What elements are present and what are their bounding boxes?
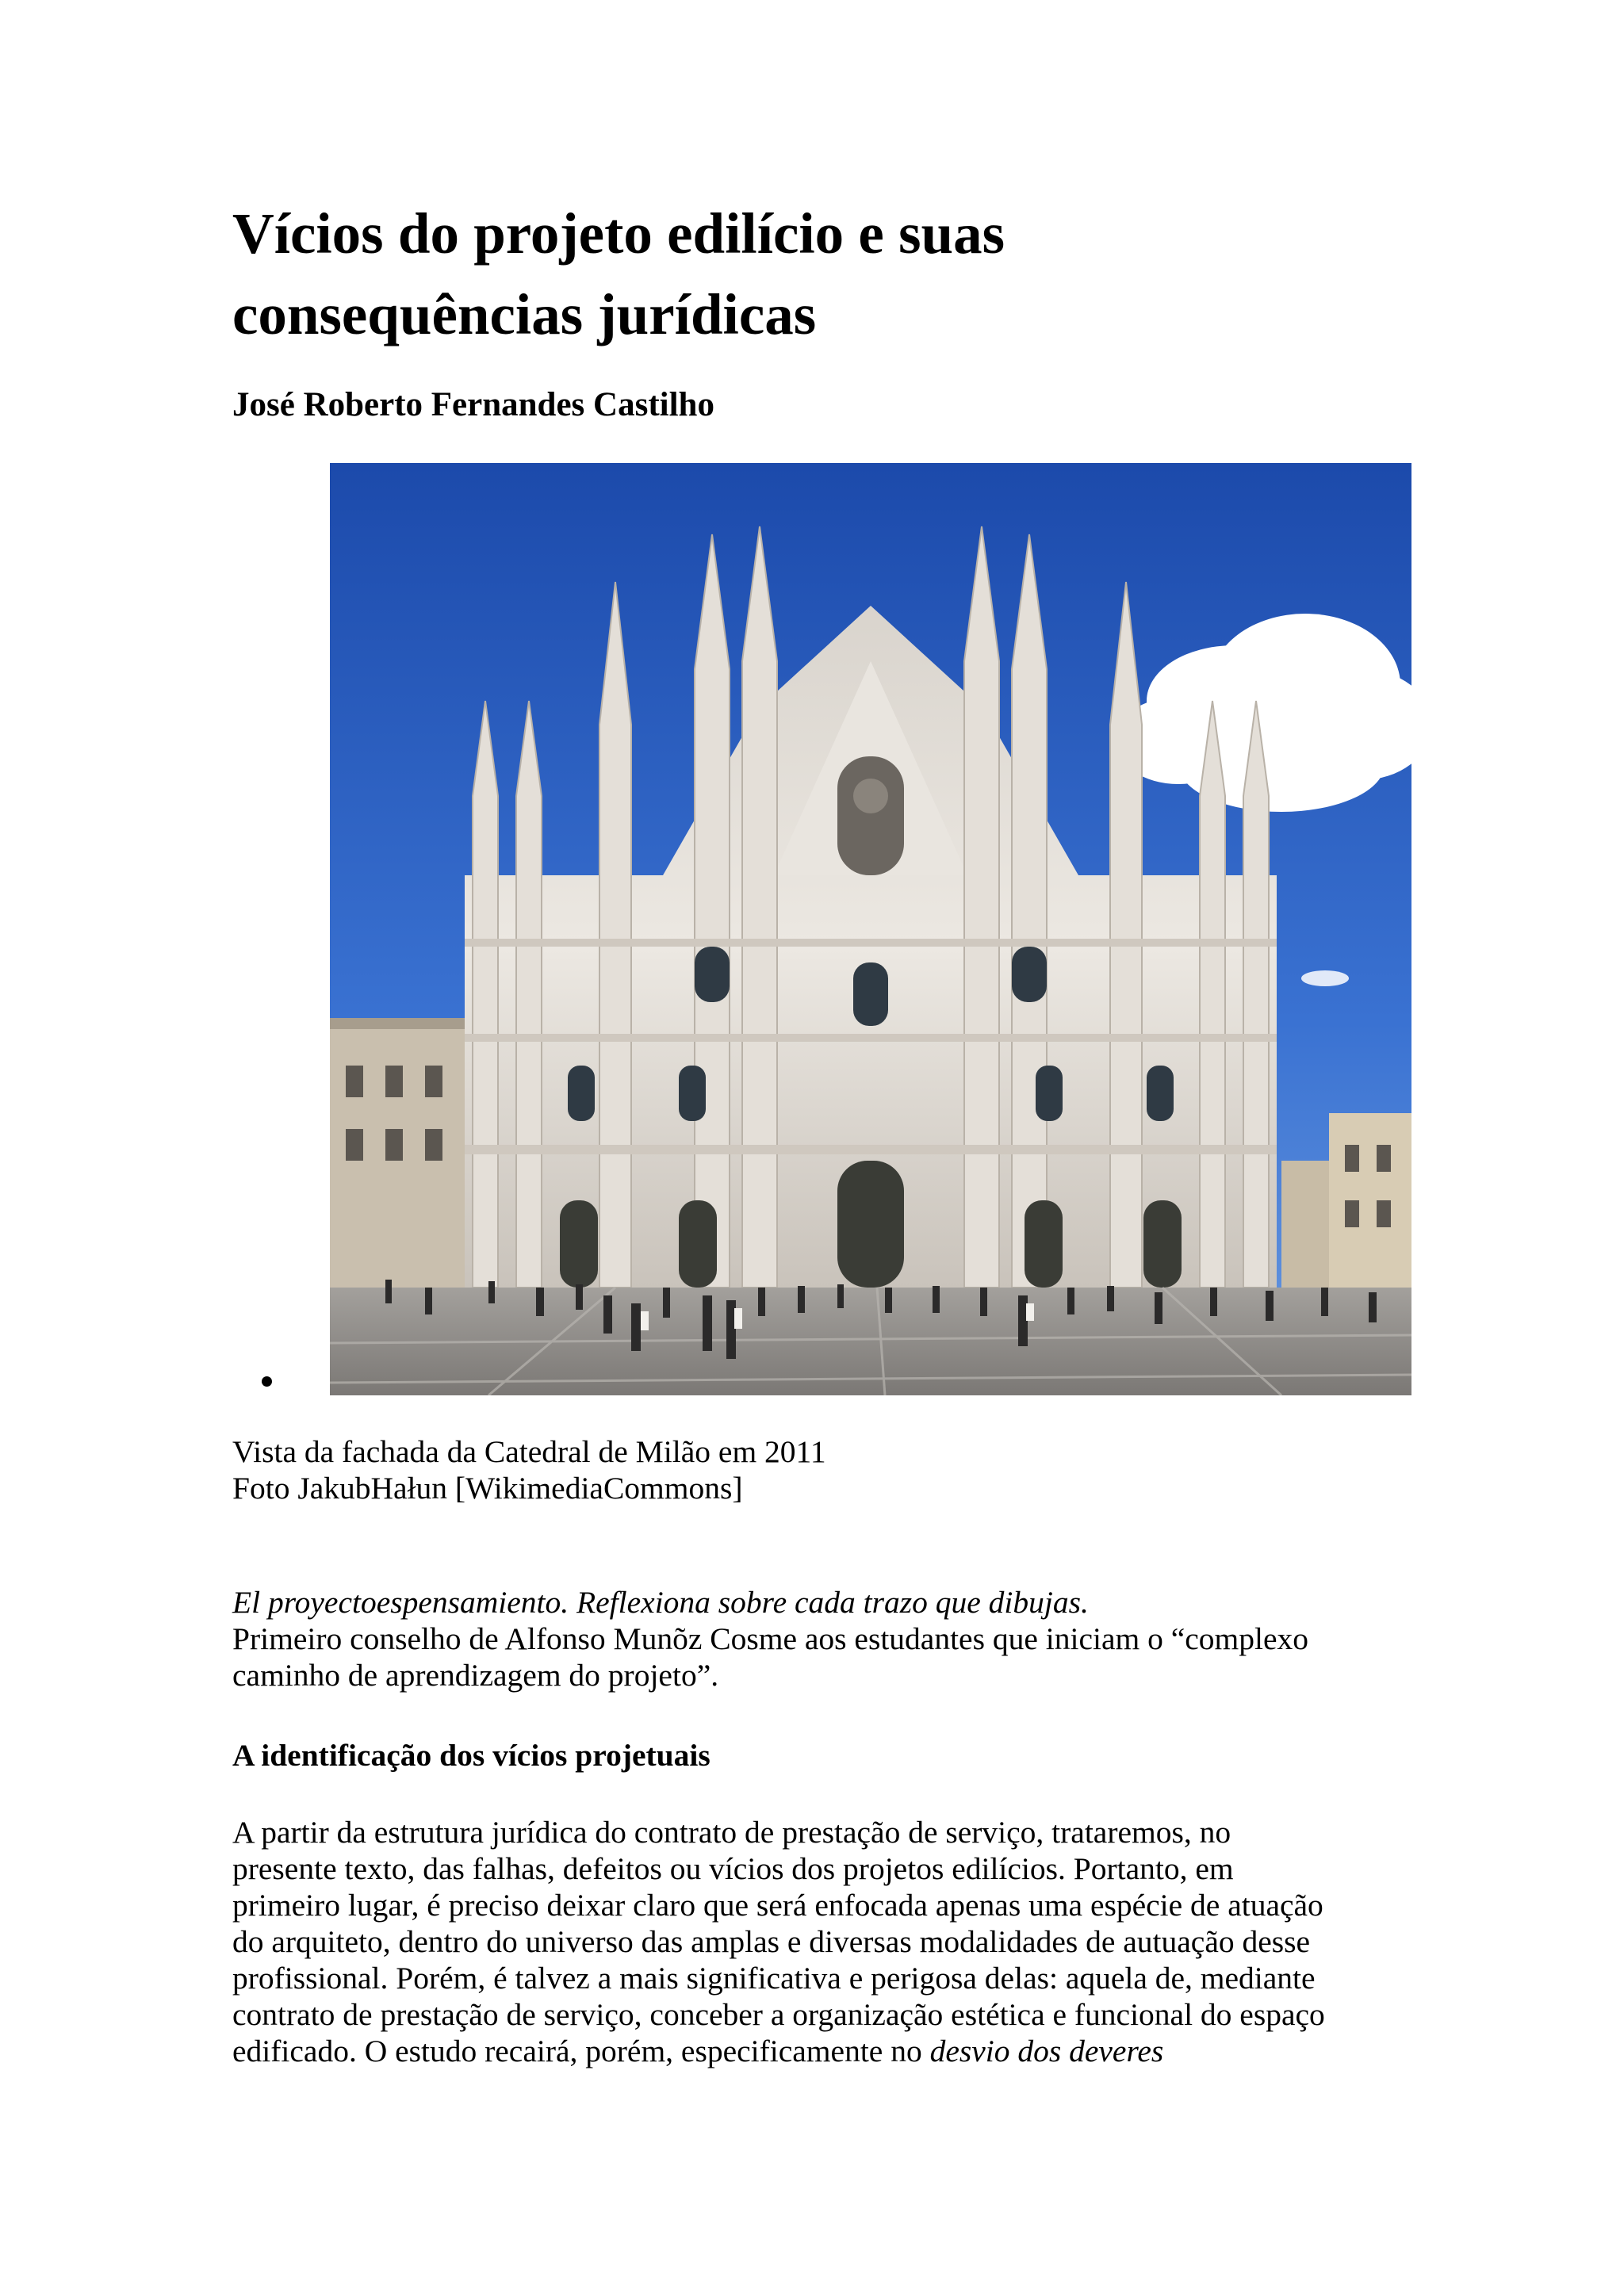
- title-line-2: consequências jurídicas: [232, 282, 817, 346]
- paragraph-line: presente texto, das falhas, defeitos ou vícios dos projetos edilícios. Portanto, em: [232, 1851, 1234, 1886]
- epigraph-attribution-line-2: caminho de aprendizagem do projeto”.: [232, 1658, 719, 1693]
- paragraph-line: profissional. Porém, é talvez a mais significativa e perigosa delas: aquela de, mediante: [232, 1961, 1316, 1996]
- body-paragraph: [232, 1814, 1398, 2069]
- cathedral-photo: [330, 463, 1411, 1395]
- paragraph-line: primeiro lugar, é preciso deixar claro que será enfocada apenas uma espécie de atuação: [232, 1888, 1323, 1923]
- epigraph-quote: El proyectoespensamiento. Reflexiona sobre cada trazo que dibujas.: [232, 1585, 1089, 1620]
- paragraph-last-line-plain: edificado. O estudo recairá, porém, especificamente no: [232, 2034, 930, 2068]
- paragraph-line: do arquiteto, dentro do universo das amplas e diversas modalidades de autuação desse: [232, 1924, 1311, 1959]
- section-heading: A identificação dos vícios projetuais: [232, 1738, 710, 1773]
- paragraph-line: contrato de prestação de serviço, conceber a organização estética e funcional do espaço: [232, 1997, 1325, 2032]
- caption-line-2: Foto JakubHałun [WikimediaCommons]: [232, 1471, 743, 1506]
- caption-line-1: Vista da fachada da Catedral de Milão em 2011: [232, 1434, 826, 1469]
- epigraph: [232, 1584, 1398, 1693]
- article-author: José Roberto Fernandes Castilho: [232, 386, 714, 423]
- article-title: [232, 193, 1422, 355]
- list-bullet: [262, 1376, 272, 1387]
- epigraph-attribution-line-1: Primeiro conselho de Alfonso Munõz Cosme aos estudantes que iniciam o “complexo: [232, 1621, 1309, 1656]
- paragraph-line: A partir da estrutura jurídica do contrato de prestação de serviço, trataremos, no: [232, 1815, 1231, 1850]
- paragraph-last-line-italic: desvio dos deveres: [929, 2034, 1164, 2068]
- figure-caption: [232, 1433, 1398, 1506]
- paragraph-last-line: [232, 2033, 1398, 2069]
- title-line-1: Vícios do projeto edilício e suas: [232, 201, 1005, 266]
